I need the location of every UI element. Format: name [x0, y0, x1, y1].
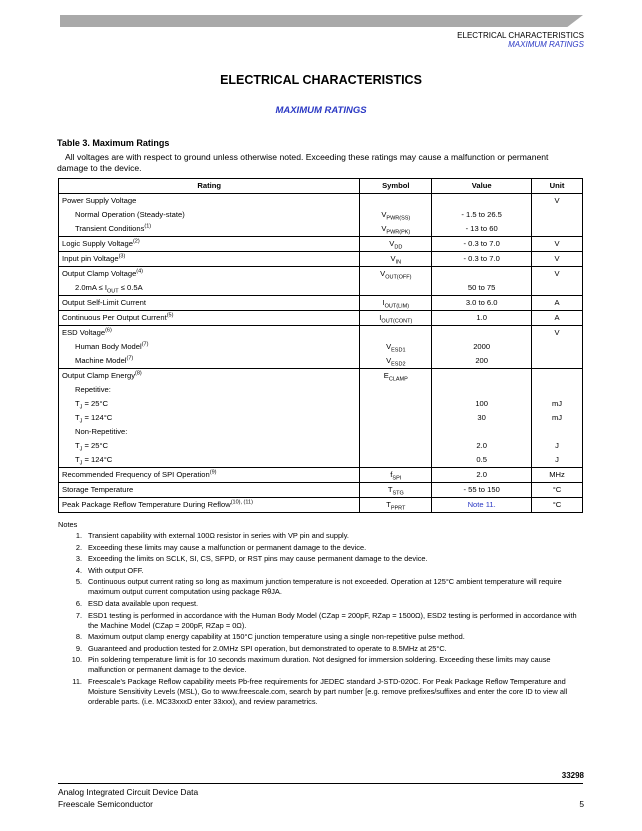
header-bar [60, 15, 583, 27]
value-cell: 50 to 75 [432, 267, 532, 296]
rating-cell: ESD Voltage$^{(6)}$ Human Body Model$^{(7)}$ Machine Model$^{(7)}$ [59, 326, 360, 369]
note-11-link[interactable]: Note 11. [467, 500, 496, 509]
value-cell: - 0.3 to 7.0 [432, 237, 532, 252]
value-cell: - 55 to 150 [432, 483, 532, 498]
rating-cell [59, 194, 360, 237]
rating-sublabel [62, 222, 356, 236]
symbol-cell: $T_{STG}$ [360, 483, 432, 498]
unit-cell: °C [532, 483, 583, 498]
table-row [59, 369, 583, 468]
symbol-cell: $V_{DD}$ [360, 237, 432, 252]
unit-cell: V [532, 267, 583, 296]
symbol-cell: $T_{PPRT}$ [360, 498, 432, 513]
symbol-cell [360, 194, 432, 237]
footnote-ref: (7) [126, 355, 134, 362]
value: - 1.5 to 26.5 [461, 210, 502, 219]
footnote-ref: (5) [166, 312, 174, 319]
unit-cell: mJ mJ J J [532, 369, 583, 468]
note-item: 1. Transient capability with external 100Ω resistor in series with VP pin and supply. [75, 531, 349, 540]
footnote-ref: (2) [132, 238, 140, 245]
note-item: 9. Guaranteed and production tested for 2.0MHz SPI operation, but demonstrated to operate to 8.5MHz at 25°C. [75, 643, 447, 653]
unit-cell: °C [532, 498, 583, 513]
footnote-ref: (3) [118, 253, 126, 260]
footnote-ref: (10), (11) [230, 499, 253, 506]
note-item: 5. Continuous output current rating so long as maximum junction temperature is not exceeded. Operation at 125°C ambient temperature will require maximum output current computation using package RθJA. [75, 577, 562, 597]
col-value: Value [432, 179, 532, 194]
footer-line-2: Freescale Semiconductor [58, 799, 153, 809]
symbol-cell: $I_{OUT(LIM)}$ [360, 296, 432, 311]
rating-cell: Logic Supply Voltage$^{(2)}$ [59, 237, 360, 252]
symbol: $V_{PWR(PK)}$ [381, 224, 411, 236]
rating-cell: Output Self-Limit Current [59, 296, 360, 311]
rating-cell: Peak Package Reflow Temperature During Reflow$^{(10), (11)}$ [59, 498, 360, 513]
footer-line-1: Analog Integrated Circuit Device Data [58, 787, 199, 797]
table-row [59, 267, 583, 296]
unit-cell: V [532, 237, 583, 252]
table-intro: All voltages are with respect to ground unless otherwise noted. Exceeding these ratings may cause a malfunction or permanent damage to the device. [57, 152, 549, 173]
table-row [59, 483, 583, 498]
notes-heading: Notes [58, 520, 78, 529]
table-row [59, 252, 583, 267]
running-header-section: ELECTRICAL CHARACTERISTICS [457, 31, 584, 40]
table-row [59, 194, 583, 237]
note-item: 7. ESD1 testing is performed in accordance with the Human Body Model (CZap = 200pF, RZap = 1500Ω), ESD2 testing is performed in accordance with the Machine Model (CZap = 200pF, RZap = 0Ω). [75, 610, 577, 630]
unit-cell: V [532, 252, 583, 267]
note-item: 4. With output OFF. [75, 565, 144, 575]
running-header-subsection: MAXIMUM RATINGS [508, 40, 584, 49]
footnote-ref: (6) [105, 327, 112, 334]
value-cell: 100 30 2.0 0.5 [432, 369, 532, 468]
table-row [59, 468, 583, 483]
unit-cell: A [532, 311, 583, 326]
table-row [59, 326, 583, 369]
note-item: 11. Freescale's Package Reflow capability meets Pb-free requirements for JEDEC standard J-STD-020C. For Peak Package Reflow Temperature and Moisture Sensitivity Levels (MSL), Go to www.freescale.com, search by part number [e.g. remove prefixes/suffixes and enter the core ID to view all orderable parts. (i.e. MC33xxxD enter 33xxx), and review parametrics. [72, 676, 568, 706]
value: - 13 to 60 [465, 224, 498, 233]
value-cell: 3.0 to 6.0 [432, 296, 532, 311]
table-row [59, 237, 583, 252]
value-cell: - 0.3 to 7.0 [432, 252, 532, 267]
footer-divider [58, 783, 583, 784]
note-item: 10. Pin soldering temperature limit is for 10 seconds maximum duration. Not designed for immersion soldering. Exceeding these limits may cause malfunction or permanent damage to the device. [71, 655, 551, 675]
rating-label: Power Supply Voltage [62, 196, 137, 205]
footnote-ref: (7) [141, 341, 149, 348]
symbol-cell: $I_{OUT(CONT)}$ [360, 311, 432, 326]
rating-sublabel: Normal Operation (Steady-state) [75, 210, 185, 219]
table-header-row [59, 179, 583, 194]
rating-cell: Continuous Per Output Current$^{(5)}$ [59, 311, 360, 326]
unit-cell: V [532, 194, 583, 237]
table-row [59, 296, 583, 311]
notes-section [58, 520, 583, 709]
value-cell [432, 194, 532, 237]
page-subtitle: MAXIMUM RATINGS [275, 105, 367, 116]
rating-cell: Storage Temperature [59, 483, 360, 498]
doc-number: 33298 [561, 771, 584, 780]
unit-cell: MHz [532, 468, 583, 483]
symbol-cell: $V_{OUT(OFF)}$ [360, 267, 432, 296]
symbol-cell: $V_{ESD1}$ $V_{ESD2}$ [360, 326, 432, 369]
max-ratings-table [58, 178, 583, 513]
symbol-cell: $E_{CLAMP}$ [360, 369, 432, 468]
note-item: 2. Exceeding these limits may cause a malfunction or permanent damage to the device. [75, 542, 367, 552]
unit-cell: V [532, 326, 583, 369]
col-symbol: Symbol [360, 179, 432, 194]
footnote-ref: (8) [135, 370, 142, 377]
table-title: Table 3. Maximum Ratings [57, 138, 170, 148]
col-rating: Rating [59, 179, 360, 194]
footnote-ref: (4) [136, 268, 144, 275]
unit-cell: A [532, 296, 583, 311]
symbol: $V_{PWR(SS)}$ [381, 210, 411, 222]
rating-cell: Output Clamp Voltage$^{(4)}$ $2.0mA \le I_{OUT} \le 0.5A$ [59, 267, 360, 296]
rating-cell: Output Clamp Energy$^{(8)}$ Repetitive: $T_J = 25^\circ C$ $T_J = 124^\circ C$ Non-Repetitive: $T_J = 25^\circ C$ $T_J = 124^\circ C$ [59, 369, 360, 468]
rating-sublabel-text: Transient Conditions [75, 224, 145, 233]
table-row [59, 498, 583, 513]
table-row [59, 311, 583, 326]
symbol-cell: $V_{IN}$ [360, 252, 432, 267]
col-unit: Unit [532, 179, 583, 194]
value-cell: 2.0 [432, 468, 532, 483]
page-number: 5 [579, 799, 584, 809]
page-title: ELECTRICAL CHARACTERISTICS [220, 73, 422, 87]
value-cell [432, 498, 532, 513]
note-item: 8. Maximum output clamp energy capability at 150°C junction temperature using a single non-repetitive pulse method. [75, 632, 465, 642]
footnote-ref: (9) [209, 469, 217, 476]
running-header [457, 31, 584, 49]
symbol-cell: $f_{SPI}$ [360, 468, 432, 483]
footnote-ref: (1) [144, 223, 152, 230]
rating-cell: Recommended Frequency of SPI Operation$^{(9)}$ [59, 468, 360, 483]
value-cell: 2000 200 [432, 326, 532, 369]
rating-condition: $2.0mA \le I_{OUT} \le 0.5A$ [75, 283, 143, 295]
value-cell: 1.0 [432, 311, 532, 326]
note-item: 3. Exceeding the limits on SCLK, SI, CS, SFPD, or RST pins may cause permanent damage to the device. [75, 554, 428, 564]
rating-cell: Input pin Voltage$^{(3)}$ [59, 252, 360, 267]
note-item: 6. ESD data available upon request. [75, 598, 199, 608]
